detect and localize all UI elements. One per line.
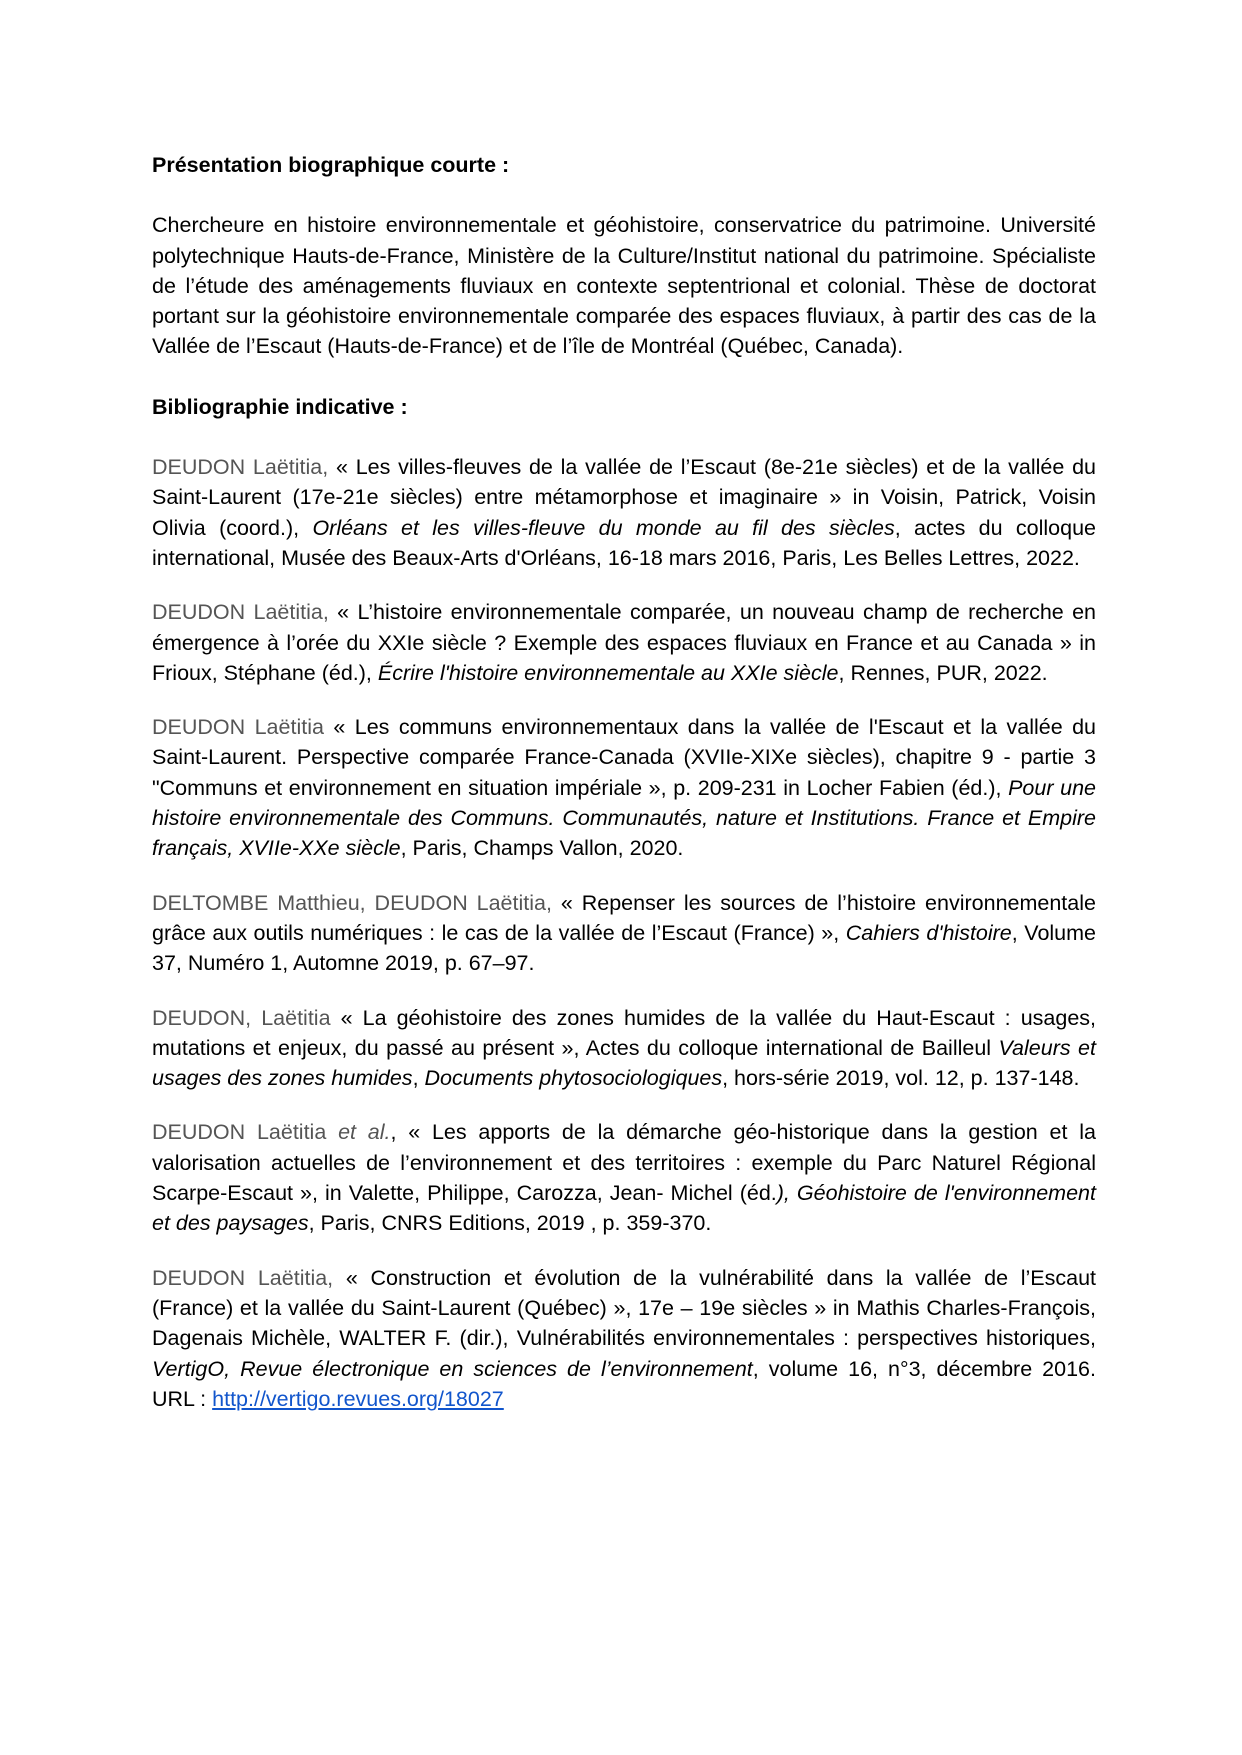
reference-title: VertigO, Revue électronique en sciences de l’environnement <box>152 1356 753 1381</box>
reference-title: Orléans et les villes-fleuve du monde au fil des siècles <box>312 515 895 540</box>
reference-item-2 <box>152 597 1096 688</box>
reference-item-4 <box>152 888 1096 979</box>
reference-item-5 <box>152 1003 1096 1094</box>
reference-title: Pour une histoire environnementale des Communs. Communautés, nature et Institutions. France et Empire français, XVIIe-XXe siècle <box>152 775 1096 861</box>
reference-text: , Paris, Champs Vallon, 2020. <box>400 836 684 861</box>
reference-text: « L’histoire environnementale comparée, un nouveau champ de recherche en émergence à l’orée du XXIe siècle ? Exemple des espaces fluviaux en France et au Canada » in Frioux, Stéphane (éd.), <box>152 600 1096 685</box>
bibliography-heading: Bibliographie indicative : <box>152 394 408 419</box>
reference-text: , Paris, CNRS Editions, 2019 , p. 359-370. <box>308 1211 712 1236</box>
reference-author: DEUDON Laëtitia, <box>152 455 329 480</box>
reference-text: « La géohistoire des zones humides de la vallée du Haut-Escaut : usages, mutations et enjeux, du passé au présent », Actes du colloque international de Bailleul <box>152 1005 1097 1060</box>
reference-title: ), Géohistoire de l'environnement et des paysages <box>152 1181 1096 1236</box>
reference-item-3 <box>152 712 1096 863</box>
reference-text: , <box>412 1066 425 1091</box>
reference-text: , Volume 37, Numéro 1, Automne 2019, p. 67–97. <box>152 920 1096 976</box>
reference-item-7 <box>152 1263 1096 1414</box>
reference-author: DEUDON Laëtitia <box>152 1120 339 1145</box>
reference-text: « Repenser les sources de l’histoire environnementale grâce aux outils numériques : le cas de la vallée de l’Escaut (France) », <box>152 890 1096 945</box>
reference-author: DEUDON, Laëtitia <box>152 1005 331 1030</box>
reference-url-link[interactable]: http://vertigo.revues.org/18027 <box>212 1386 504 1411</box>
reference-text: , actes du colloque international, Musée des Beaux-Arts d'Orléans, 16-18 mars 2016, Paris, Les Belles Lettres, 2022. <box>152 515 1096 570</box>
reference-author: DELTOMBE Matthieu, DEUDON Laëtitia, <box>152 890 552 915</box>
reference-item-1 <box>152 452 1096 573</box>
reference-text: , Rennes, PUR, 2022. <box>838 660 1048 685</box>
reference-item-6 <box>152 1117 1096 1238</box>
reference-text: « Les villes-fleuves de la vallée de l’Escaut (8e-21e siècles) et de la vallée du Saint-Laurent (17e-21e siècles) entre métamorphose et imaginaire » in Voisin, Patrick, Voisin Olivia (coord.), <box>152 455 1096 540</box>
reference-author: DEUDON Laëtitia, <box>152 600 329 625</box>
document-page <box>152 150 1096 1438</box>
reference-text: , volume 16, n°3, décembre 2016. URL : <box>152 1356 1096 1411</box>
bio-paragraph: Chercheure en histoire environnementale et géohistoire, conservatrice du patrimoine. Université polytechnique Hauts-de-France, Ministère de la Culture/Institut national du patrimoine. Spécialiste de l’étude des aménagements fluviaux en contexte septentrional et colonial. Thèse de doctorat portant sur la géohistoire environnementale comparée des espaces fluviaux, à partir des cas de la Vallée de l’Escaut (Hauts-de-France) et de l’île de Montréal (Québec, Canada). <box>152 213 1096 359</box>
reference-title: Écrire l'histoire environnementale au XXIe siècle <box>377 660 839 685</box>
reference-title-secondary: Documents phytosociologiques <box>424 1066 723 1091</box>
reference-text: , « Les apports de la démarche géo-historique dans la gestion et la valorisation actuelles de l’environnement et des territoires : exemple du Parc Naturel Régional Scarpe-Escaut », in Valette, Philippe, Carozza, Jean- Michel (éd. <box>152 1120 1096 1206</box>
reference-text: , hors-série 2019, vol. 12, p. 137-148. <box>722 1066 1080 1091</box>
reference-text: « Les communs environnementaux dans la vallée de l'Escaut et la vallée du Saint-Laurent. Perspective comparée France-Canada (XVIIe-XIXe siècles), chapitre 9 - partie 3 "Communs et environnement en situation impériale », p. 209-231 in Locher Fabien (éd.), <box>152 715 1096 800</box>
reference-author: DEUDON Laëtitia, <box>152 1265 334 1290</box>
reference-author: DEUDON Laëtitia <box>152 715 324 740</box>
reference-title: Valeurs et usages des zones humides <box>152 1035 1096 1091</box>
bio-heading: Présentation biographique courte : <box>152 153 510 177</box>
reference-etal: et al. <box>338 1120 391 1145</box>
reference-title: Cahiers d'histoire <box>845 920 1012 945</box>
reference-text: « Construction et évolution de la vulnérabilité dans la vallée de l’Escaut (France) et la vallée du Saint-Laurent (Québec) », 17e – 19e siècles » in Mathis Charles-François, Dagenais Michèle, WALTER F. (dir.), Vulnérabilités environnementales : perspectives historiques, <box>152 1265 1097 1351</box>
